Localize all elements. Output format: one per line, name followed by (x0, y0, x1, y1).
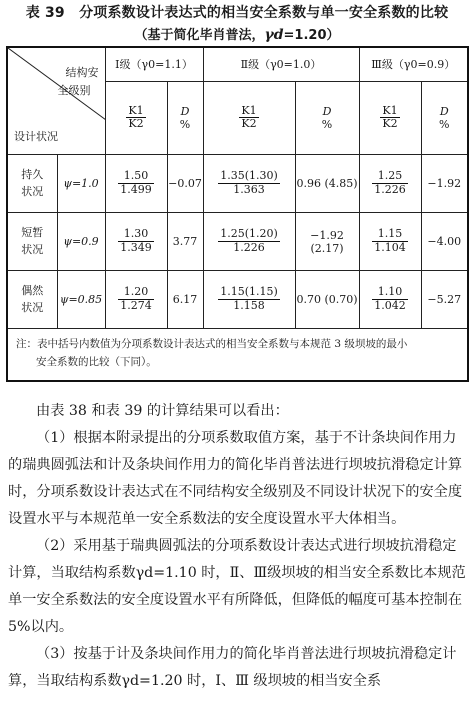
paragraph-3: （3）按基于计及条块间作用力的简化毕肖普法进行坝坡抗滑稳定计算，当取结构系数γd=1.20 时，Ⅰ、Ⅲ 级坝坡的相当安全系 (8, 646, 457, 689)
d-cell: 0.70 (0.70) (295, 271, 359, 329)
subtitle-text: （基于简化毕肖普法， (134, 28, 265, 43)
table-row (7, 155, 468, 213)
d-cell: −1.92 (421, 155, 468, 213)
psi-value: ψ=1.0 (57, 155, 105, 213)
ratio-cell: $\frac{1.50}{1.499}$ (105, 155, 167, 213)
d-cell: 3.77 (167, 213, 203, 271)
d-cell: 6.17 (167, 271, 203, 329)
comparison-table (6, 46, 469, 382)
d-cell: −5.27 (421, 271, 468, 329)
d-cell: −4.00 (421, 213, 468, 271)
d-header-2: D % (295, 81, 359, 154)
status-label: 偶然 状况 (7, 271, 57, 329)
psi-value: ψ=0.9 (57, 213, 105, 271)
ratio-cell: $\frac{1.20}{1.274}$ (105, 271, 167, 329)
diag-label-top: 结构安 (65, 66, 99, 79)
d-cell: −0.07 (167, 155, 203, 213)
note-line-2: 安全系数的比较（下同）。 (36, 356, 157, 369)
level-3-header: Ⅲ级（γ0=0.9） (359, 47, 468, 81)
ratio-cell: $\frac{1.15(1.15)}{1.158}$ (203, 271, 295, 329)
d-header-3: D % (421, 81, 468, 154)
diag-label-mid: 全级别 (57, 84, 91, 97)
d-cell: −1.92 (2.17) (295, 213, 359, 271)
table-title: 表 39 分项系数设计表达式的相当安全系数与单一安全系数的比较 (25, 5, 449, 21)
ratio-header-1: $\frac{K1}{K2}$ (105, 81, 167, 154)
status-label: 短暂 状况 (7, 213, 57, 271)
note-line-1: 注：表中括号内数值为分项系数设计表达式的相当安全系数与本规范 3 级坝坡的最小 (16, 338, 408, 351)
ratio-cell: $\frac{1.30}{1.349}$ (105, 213, 167, 271)
paragraph-2: （2）采用基于瑞典圆弧法的分项系数设计表达式进行坝坡抗滑稳定计算，当取结构系数γd=1.10 时，Ⅱ、Ⅲ级坝坡的相当安全系数比本规范单一安全系数法的安全度设置水平有所降低，但降低的幅度可基本控制在 5%以内。 (8, 538, 466, 635)
ratio-header-2: $\frac{K1}{K2}$ (203, 81, 295, 154)
paragraph-1: （1）根据本附录提出的分项系数取值方案，基于不计条块间作用力的瑞典圆弧法和计及条块间作用力的简化毕肖普法进行坝坡抗滑稳定计算时，分项系数设计表达式在不同结构安全级别及不同设计状况下的安全度设置水平与本规范单一安全系数法的安全度设置水平大体相当。 (8, 430, 463, 527)
ratio-cell: $\frac{1.25}{1.226}$ (359, 155, 421, 213)
table-note (7, 329, 468, 381)
subtitle-gamma: γd (264, 27, 284, 43)
ratio-cell: $\frac{1.25(1.20)}{1.226}$ (203, 213, 295, 271)
status-label: 持久 状况 (7, 155, 57, 213)
table-subtitle (0, 24, 474, 43)
subtitle-value: =1.20） (283, 28, 340, 43)
paragraph-intro: 由表 38 和表 39 的计算结果可以看出： (36, 403, 289, 419)
ratio-header-3: $\frac{K1}{K2}$ (359, 81, 421, 154)
diagonal-header-cell (7, 47, 105, 155)
ratio-cell: $\frac{1.35(1.30)}{1.363}$ (203, 155, 295, 213)
diag-label-bottom: 设计状况 (14, 130, 58, 143)
body-text (8, 398, 468, 695)
table-row (7, 213, 468, 271)
ratio-cell: $\frac{1.10}{1.042}$ (359, 271, 421, 329)
d-header-1: D % (167, 81, 203, 154)
d-cell: 0.96 (4.85) (295, 155, 359, 213)
level-1-header: Ⅰ级（γ0=1.1） (105, 47, 203, 81)
psi-value: ψ=0.85 (57, 271, 105, 329)
level-2-header: Ⅱ级（γ0=1.0） (203, 47, 359, 81)
ratio-cell: $\frac{1.15}{1.104}$ (359, 213, 421, 271)
table-row (7, 271, 468, 329)
